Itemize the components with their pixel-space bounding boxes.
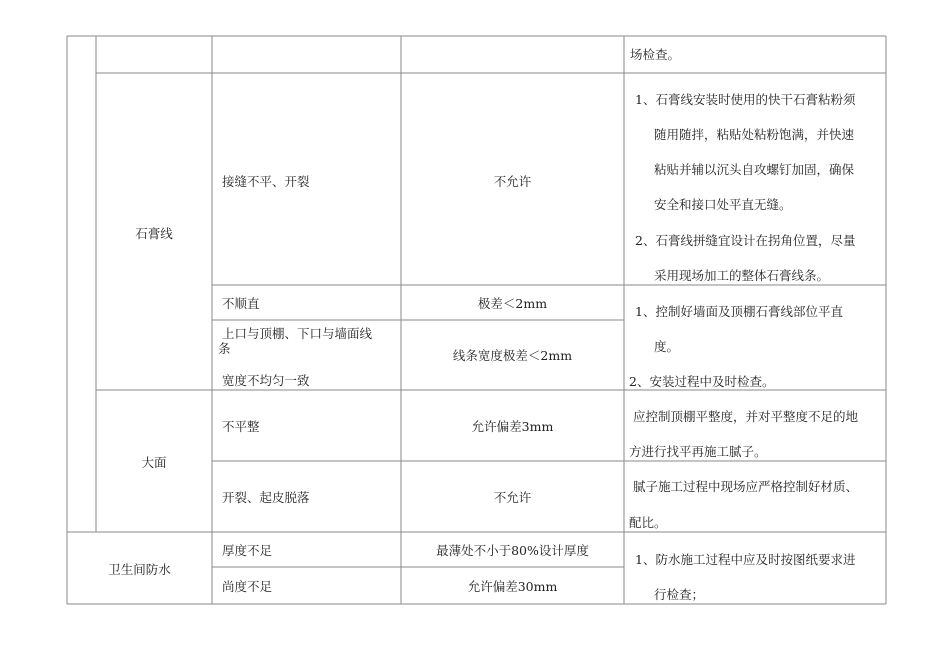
- category-surface: 大面: [141, 455, 167, 470]
- category-gypsum-line: 石膏线: [135, 226, 173, 241]
- gypsum-standard-2: 极差＜2mm: [477, 296, 548, 311]
- gypsum-note-a-5: 2、石膏线拼缝宜设计在拐角位置，尽量: [635, 233, 856, 248]
- gypsum-issue-2: 不顺直: [222, 296, 260, 311]
- gypsum-note-b-1: 1、控制好墙面及顶棚石膏线部位平直: [635, 304, 843, 319]
- gypsum-note-a-3: 粘贴并辅以沉头自攻螺钉加固，确保: [654, 162, 855, 177]
- gypsum-note-b-2: 度。: [654, 339, 680, 354]
- surface-issue-1: 不平整: [222, 419, 260, 434]
- gypsum-standard-1: 不允许: [493, 174, 532, 189]
- gypsum-issue-3-line1: 上口与顶棚、下口与墙面线: [222, 326, 373, 341]
- surface-note-1-line1: 应控制顶棚平整度，并对平整度不足的地: [633, 409, 859, 424]
- surface-note-1-line2: 方进行找平再施工腻子。: [629, 444, 767, 459]
- surface-standard-1: 允许偏差3mm: [471, 419, 554, 434]
- waterproof-standard-2: 允许偏差30mm: [467, 579, 558, 594]
- waterproof-issue-1: 厚度不足: [222, 543, 273, 558]
- surface-standard-2: 不允许: [493, 490, 532, 505]
- gypsum-note-a-4: 安全和接口处平直无缝。: [654, 197, 792, 212]
- gypsum-issue-3-line2: 条: [218, 341, 231, 356]
- waterproof-standard-1: 最薄处不小于80%设计厚度: [436, 543, 589, 558]
- waterproof-note-line2: 行检查；: [654, 587, 705, 602]
- waterproof-note-line1: 1、防水施工过程中应及时按图纸要求进: [635, 552, 856, 567]
- surface-issue-2: 开裂、起皮脱落: [222, 490, 310, 505]
- gypsum-standard-3: 线条宽度极差＜2mm: [452, 348, 573, 363]
- gypsum-note-b-3: 2、安装过程中及时检查。: [629, 374, 775, 389]
- surface-note-2-line2: 配比。: [629, 515, 667, 530]
- gypsum-issue-1: 接缝不平、开裂: [222, 174, 310, 189]
- gypsum-note-a-1: 1、石膏线安装时使用的快干石膏粘粉须: [635, 92, 856, 107]
- continuation-note: 场检查。: [630, 47, 681, 62]
- gypsum-note-a-6: 采用现场加工的整体石膏线条。: [654, 268, 830, 283]
- gypsum-issue-3-line3: 宽度不均匀一致: [222, 373, 310, 388]
- surface-note-2-line1: 腻子施工过程中现场应严格控制好材质、: [633, 479, 859, 494]
- waterproof-issue-2: 尚度不足: [222, 579, 273, 594]
- gypsum-note-a-2: 随用随拌，粘贴处粘粉饱满，并快速: [654, 127, 855, 142]
- category-bathroom-waterproofing: 卫生间防水: [108, 562, 171, 577]
